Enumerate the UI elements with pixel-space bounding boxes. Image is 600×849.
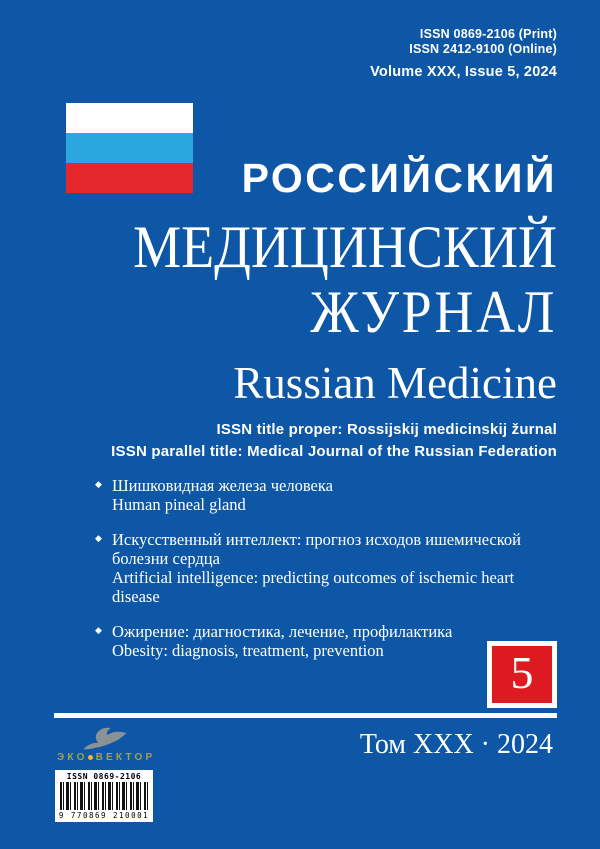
volume-issue-line: Volume XXX, Issue 5, 2024: [370, 64, 557, 80]
article-title-ru: Искусственный интеллект: прогноз исходов ишемической болезни сердца: [112, 530, 522, 568]
logo-word-eko: ЭКО: [57, 752, 88, 763]
barcode-issn-label: ISSN 0869-2106: [66, 772, 142, 781]
article-title-en: Human pineal gland: [112, 495, 246, 514]
flag-stripe-white: [66, 103, 193, 133]
article-title-ru: Ожирение: диагностика, лечение, профилактика: [112, 622, 453, 641]
logo-dot-icon: [88, 755, 93, 760]
issue-number-badge: [487, 641, 557, 708]
eco-vector-bird-icon: [80, 726, 130, 754]
barcode-digits: 9 770869 210001: [58, 811, 150, 820]
logo-word-vector: ВЕКТОР: [95, 752, 156, 763]
diamond-bullet-icon: ◆: [95, 533, 102, 543]
issn-online: ISSN 2412-9100 (Online): [409, 41, 557, 56]
eco-vector-wordmark: [57, 752, 155, 763]
journal-title-english: Russian Medicine: [233, 358, 557, 408]
journal-title-line3: ЖУРНАЛ: [310, 279, 557, 345]
article-title-en: Artificial intelligence: predicting outcomes of ischemic heart disease: [112, 568, 515, 606]
issn-title-proper: ISSN title proper: Rossijskij medicinskij žurnal: [216, 421, 557, 438]
journal-title-line2: МЕДИЦИНСКИЙ: [133, 214, 557, 280]
diamond-bullet-icon: ◆: [95, 625, 102, 635]
article-item: [95, 530, 564, 606]
header-meta: [370, 27, 557, 80]
issn-parallel-title: ISSN parallel title: Medical Journal of the Russian Federation: [111, 442, 557, 460]
barcode-bars: [60, 782, 148, 810]
article-item: [95, 476, 564, 514]
issue-number-badge-inner: [492, 646, 552, 703]
volume-year-ru: Том XXX · 2024: [359, 729, 553, 760]
flag-stripe-red: [66, 163, 193, 193]
journal-title-line1: РОССИЙСКИЙ: [241, 155, 557, 201]
issn-barcode: [55, 770, 153, 822]
issn-title-block: [111, 419, 557, 462]
diamond-bullet-icon: ◆: [95, 479, 102, 489]
article-title-ru: Шишковидная железа человека: [112, 476, 333, 495]
issue-number: 5: [510, 646, 534, 698]
footer-divider: [54, 713, 557, 718]
issn-print: ISSN 0869-2106 (Print): [419, 27, 557, 41]
russian-flag: [66, 103, 193, 193]
article-title-en: Obesity: diagnosis, treatment, prevention: [112, 641, 384, 660]
flag-stripe-blue: [66, 133, 193, 163]
